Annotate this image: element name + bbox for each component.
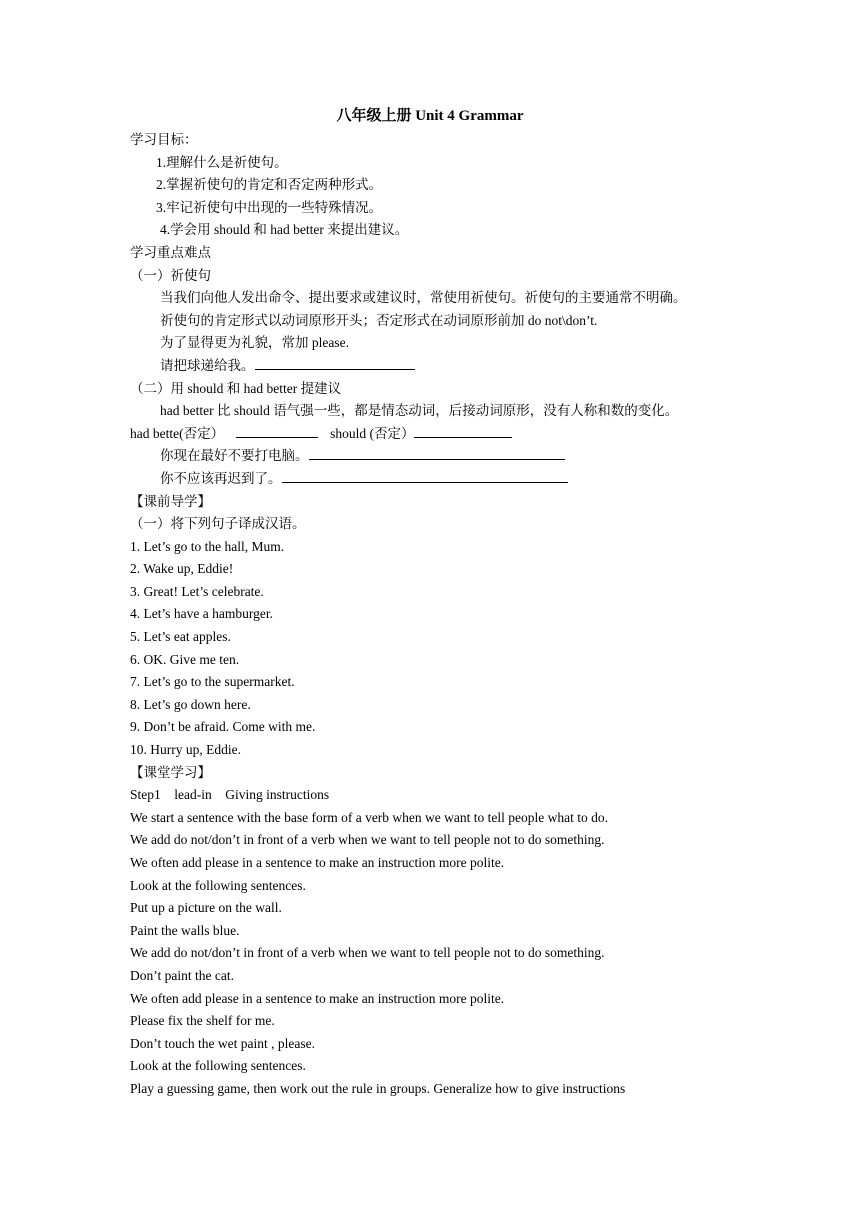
section1-line: 当我们向他人发出命令、提出要求或建议时，常使用祈使句。祈使句的主要通常不明确。: [160, 290, 687, 306]
preview-subheading: （一）将下列句子译成汉语。: [130, 516, 306, 532]
list-item: 9. Don’t be afraid. Come with me.: [130, 719, 316, 735]
negative-forms-line: [130, 423, 740, 446]
text-line: We often add please in a sentence to make an instruction more polite.: [130, 990, 505, 1006]
text-line: We add do not/don’t in front of a verb when we want to tell people not to do something.: [130, 832, 605, 848]
text-line: Don’t paint the cat.: [130, 967, 234, 983]
objective-item: 2.掌握祈使句的肯定和否定两种形式。: [156, 177, 383, 193]
page-title: 八年级上册 Unit 4 Grammar: [336, 108, 524, 124]
section2-heading: （二）用 should 和 had better 提建议: [130, 380, 342, 396]
text-line: We often add please in a sentence to make an instruction more polite.: [130, 855, 505, 870]
section2-line: had better 比 should 语气强一些，都是情态动词，后接动词原形，没有人称和数的变化。: [160, 403, 679, 419]
text-line: Don’t touch the wet paint , please.: [130, 1035, 315, 1051]
answer-blank[interactable]: [282, 468, 568, 483]
text-line: We start a sentence with the base form of a verb when we want to tell people what to do.: [130, 809, 609, 825]
answer-blank[interactable]: [255, 355, 415, 370]
section1-line: 为了显得更为礼貌，常加 please.: [160, 335, 349, 351]
list-item: 8. Let’s go down here.: [130, 696, 251, 712]
list-item: 10. Hurry up, Eddie.: [130, 742, 241, 758]
section2-exercise: [130, 468, 740, 491]
text-line: Please fix the shelf for me.: [130, 1013, 275, 1029]
list-item: 3. Great! Let’s celebrate.: [130, 583, 264, 599]
list-item: 2. Wake up, Eddie!: [130, 561, 234, 577]
exercise-prompt: 请把球递给我。: [160, 357, 255, 373]
text-line: Paint the walls blue.: [130, 922, 240, 938]
classroom-heading: 【课堂学习】: [130, 764, 211, 780]
exercise-prompt: 你现在最好不要打电脑。: [160, 448, 309, 464]
list-item: 5. Let’s eat apples.: [130, 629, 231, 645]
objective-item: 4.学会用 should 和 had better 来提出建议。: [160, 222, 409, 238]
step1-heading: Step1 lead-in Giving instructions: [130, 787, 330, 803]
exercise-prompt: 你不应该再迟到了。: [160, 470, 282, 486]
objective-item: 1.理解什么是祈使句。: [156, 154, 288, 170]
should-negative-label: should (否定）: [330, 425, 415, 441]
text-line: Look at the following sentences.: [130, 1058, 306, 1074]
list-item: 7. Let’s go to the supermarket.: [130, 674, 295, 690]
list-item: 6. OK. Give me ten.: [130, 651, 240, 667]
document-body: [130, 129, 740, 1101]
section2-exercise: [130, 445, 740, 468]
preview-heading: 【课前导学】: [130, 493, 211, 509]
key-points-heading: 学习重点难点: [130, 244, 211, 260]
text-line: Play a guessing game, then work out the rule in groups. Generalize how to give instructions: [130, 1080, 626, 1096]
section1-exercise: [130, 355, 740, 378]
objective-item: 3.牢记祈使句中出现的一些特殊情况。: [156, 199, 383, 215]
text-line: We add do not/don’t in front of a verb when we want to tell people not to do something.: [130, 945, 605, 961]
answer-blank[interactable]: [309, 445, 565, 460]
text-line: Put up a picture on the wall.: [130, 900, 282, 916]
objectives-heading: 学习目标：: [130, 132, 198, 147]
had-better-negative-label: had bette(否定）: [130, 425, 225, 441]
answer-blank[interactable]: [236, 423, 318, 438]
section1-heading: （一）祈使句: [130, 267, 211, 283]
section1-line: 祈使句的肯定形式以动词原形开头；否定形式在动词原形前加 do not\don’t.: [160, 312, 598, 328]
text-line: Look at the following sentences.: [130, 877, 306, 893]
list-item: 1. Let’s go to the hall, Mum.: [130, 538, 285, 554]
answer-blank[interactable]: [414, 423, 512, 438]
list-item: 4. Let’s have a hamburger.: [130, 606, 273, 622]
